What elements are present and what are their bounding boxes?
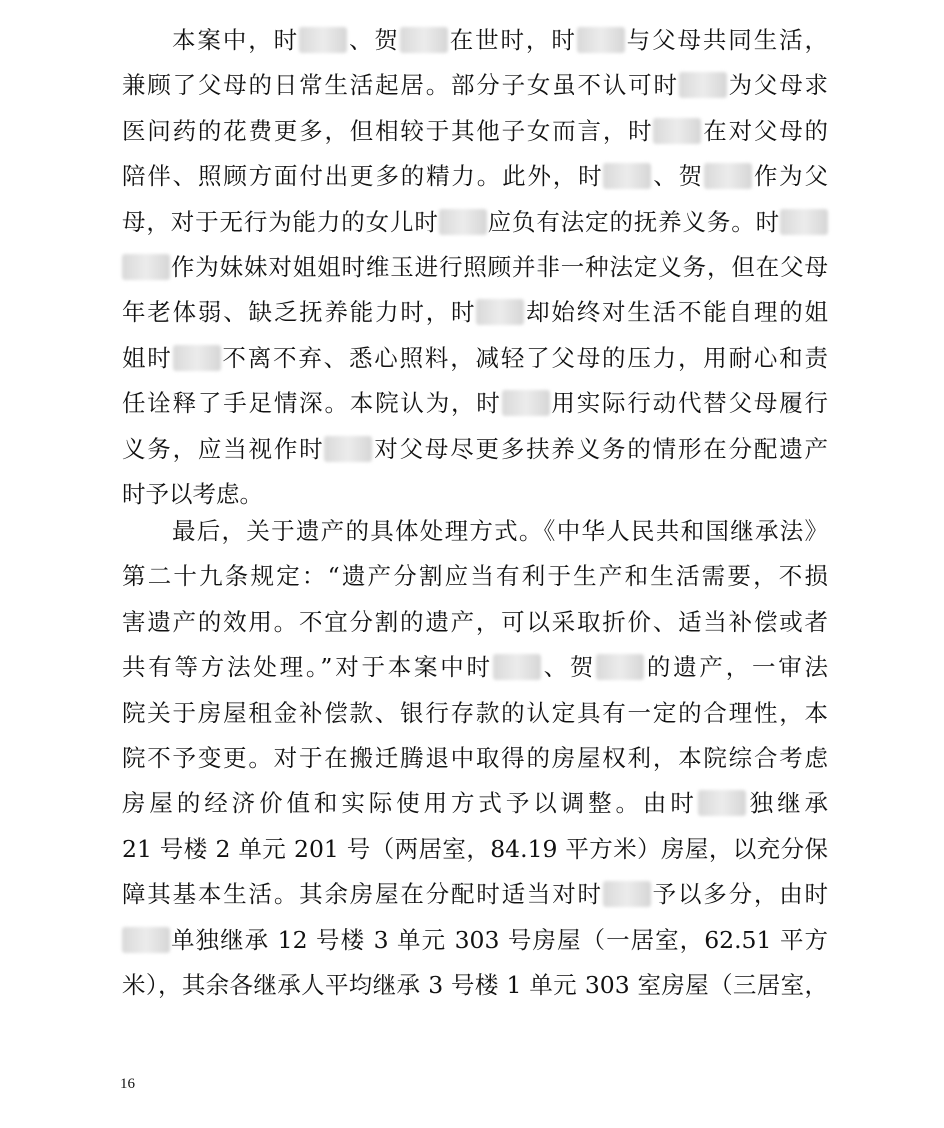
redacted-name	[679, 72, 727, 98]
redacted-name	[439, 209, 487, 235]
redacted-name	[780, 209, 828, 235]
text-segment: 院不予变更。对于在搬迁腾退中取得的房屋权利，本院综合考虑	[122, 744, 828, 772]
text-segment: 在世时，时	[447, 26, 577, 54]
text-segment: 在对父母的	[701, 116, 829, 145]
text-line	[122, 116, 828, 146]
text-segment: 作为父	[752, 162, 829, 191]
text-segment: 房屋的经济价值和实际使用方式予以调整。由时	[122, 789, 698, 818]
text-segment: 作为妹妹对姐姐时维玉进行照顾并非一种法定义务，但在父母	[170, 253, 828, 281]
text-segment: 共有等方法处理。”对于本案中时	[122, 653, 493, 682]
redacted-name	[502, 390, 550, 416]
text-line	[172, 25, 828, 55]
text-segment: 、贺	[347, 26, 400, 54]
text-segment: 年老体弱、缺乏抚养能力时，时	[122, 298, 477, 327]
text-segment: 、贺	[540, 653, 597, 682]
text-line	[172, 516, 828, 546]
text-line	[122, 297, 828, 327]
text-segment: 障其基本生活。其余房屋在分配时适当对时	[122, 880, 603, 909]
text-line	[122, 207, 828, 237]
text-line	[122, 434, 828, 464]
text-line	[122, 970, 828, 1000]
redacted-name	[493, 654, 541, 680]
redacted-name	[476, 299, 524, 325]
redacted-name	[603, 163, 651, 189]
redacted-name	[577, 27, 625, 53]
text-segment: 本案中，时	[172, 26, 300, 54]
text-segment: 时予以考虑。	[122, 480, 263, 508]
text-segment: 独继承	[745, 789, 829, 818]
text-segment: 姐时	[122, 343, 173, 372]
text-segment: 却始终对生活不能自理的姐	[524, 298, 829, 327]
redacted-name	[698, 790, 746, 816]
redacted-name	[299, 27, 347, 53]
redacted-name	[122, 254, 170, 280]
text-segment: 义务，应当视作时	[122, 434, 325, 463]
text-segment: 对父母尽更多扶养义务的情形在分配遗产	[372, 434, 829, 463]
text-segment: 21 号楼 2 单元 201 号（两居室，84.19 平方米）房屋，以充分保	[122, 834, 828, 863]
redacted-name	[653, 118, 701, 144]
text-line	[122, 161, 828, 191]
text-line	[122, 388, 828, 418]
text-segment: 予以多分，由时	[650, 880, 829, 909]
text-segment: 用实际行动代替父母履行	[549, 389, 829, 418]
text-segment: 陪伴、照顾方面付出更多的精力。此外，时	[122, 162, 604, 191]
redacted-name	[400, 27, 448, 53]
text-segment: 院关于房屋租金补偿款、银行存款的认定具有一定的合理性，本	[122, 698, 828, 727]
redacted-name	[704, 163, 752, 189]
text-line	[122, 834, 828, 864]
text-line	[122, 252, 828, 282]
text-line	[122, 925, 828, 955]
text-line	[122, 788, 828, 818]
text-segment: 的遗产，一审法	[644, 653, 829, 682]
redacted-name	[122, 927, 170, 953]
text-line	[122, 70, 828, 100]
text-segment: 单独继承 12 号楼 3 单元 303 号房屋（一居室，62.51 平方	[170, 925, 828, 954]
text-segment: 第二十九条规定：“遗产分割应当有利于生产和生活需要，不损	[122, 562, 828, 591]
text-segment: 任诠释了手足情深。本院认为，时	[122, 389, 502, 418]
text-line	[122, 698, 828, 728]
text-segment: 害遗产的效用。不宜分割的遗产，可以采取折价、适当补偿或者	[122, 607, 828, 636]
text-segment: 、贺	[651, 162, 704, 191]
text-segment: 为父母求	[726, 71, 829, 100]
text-line	[122, 607, 828, 637]
page-number: 16	[120, 1076, 135, 1092]
text-segment: 不离不弃、悉心照料，减轻了父母的压力，用耐心和责	[220, 343, 829, 372]
text-segment: 与父母共同生活，	[624, 26, 829, 54]
text-segment: 医问药的花费更多，但相较于其他子女而言，时	[122, 116, 654, 145]
redacted-name	[603, 881, 651, 907]
text-segment: 米），其余各继承人平均继承 3 号楼 1 单元 303 室房屋（三居室，	[122, 971, 828, 999]
text-line	[122, 879, 828, 909]
text-line	[122, 652, 828, 682]
text-line	[122, 343, 828, 373]
text-segment: 母，对于无行为能力的女儿时	[122, 207, 439, 236]
text-line	[122, 479, 828, 509]
redacted-name	[173, 345, 221, 371]
text-line	[122, 743, 828, 773]
text-line	[122, 561, 828, 591]
text-segment: 应负有法定的抚养义务。时	[486, 207, 780, 236]
text-segment: 兼顾了父母的日常生活起居。部分子女虽不认可时	[122, 71, 679, 100]
text-segment: 最后，关于遗产的具体处理方式。《中华人民共和国继承法》	[172, 517, 828, 545]
redacted-name	[324, 436, 372, 462]
redacted-name	[596, 654, 644, 680]
